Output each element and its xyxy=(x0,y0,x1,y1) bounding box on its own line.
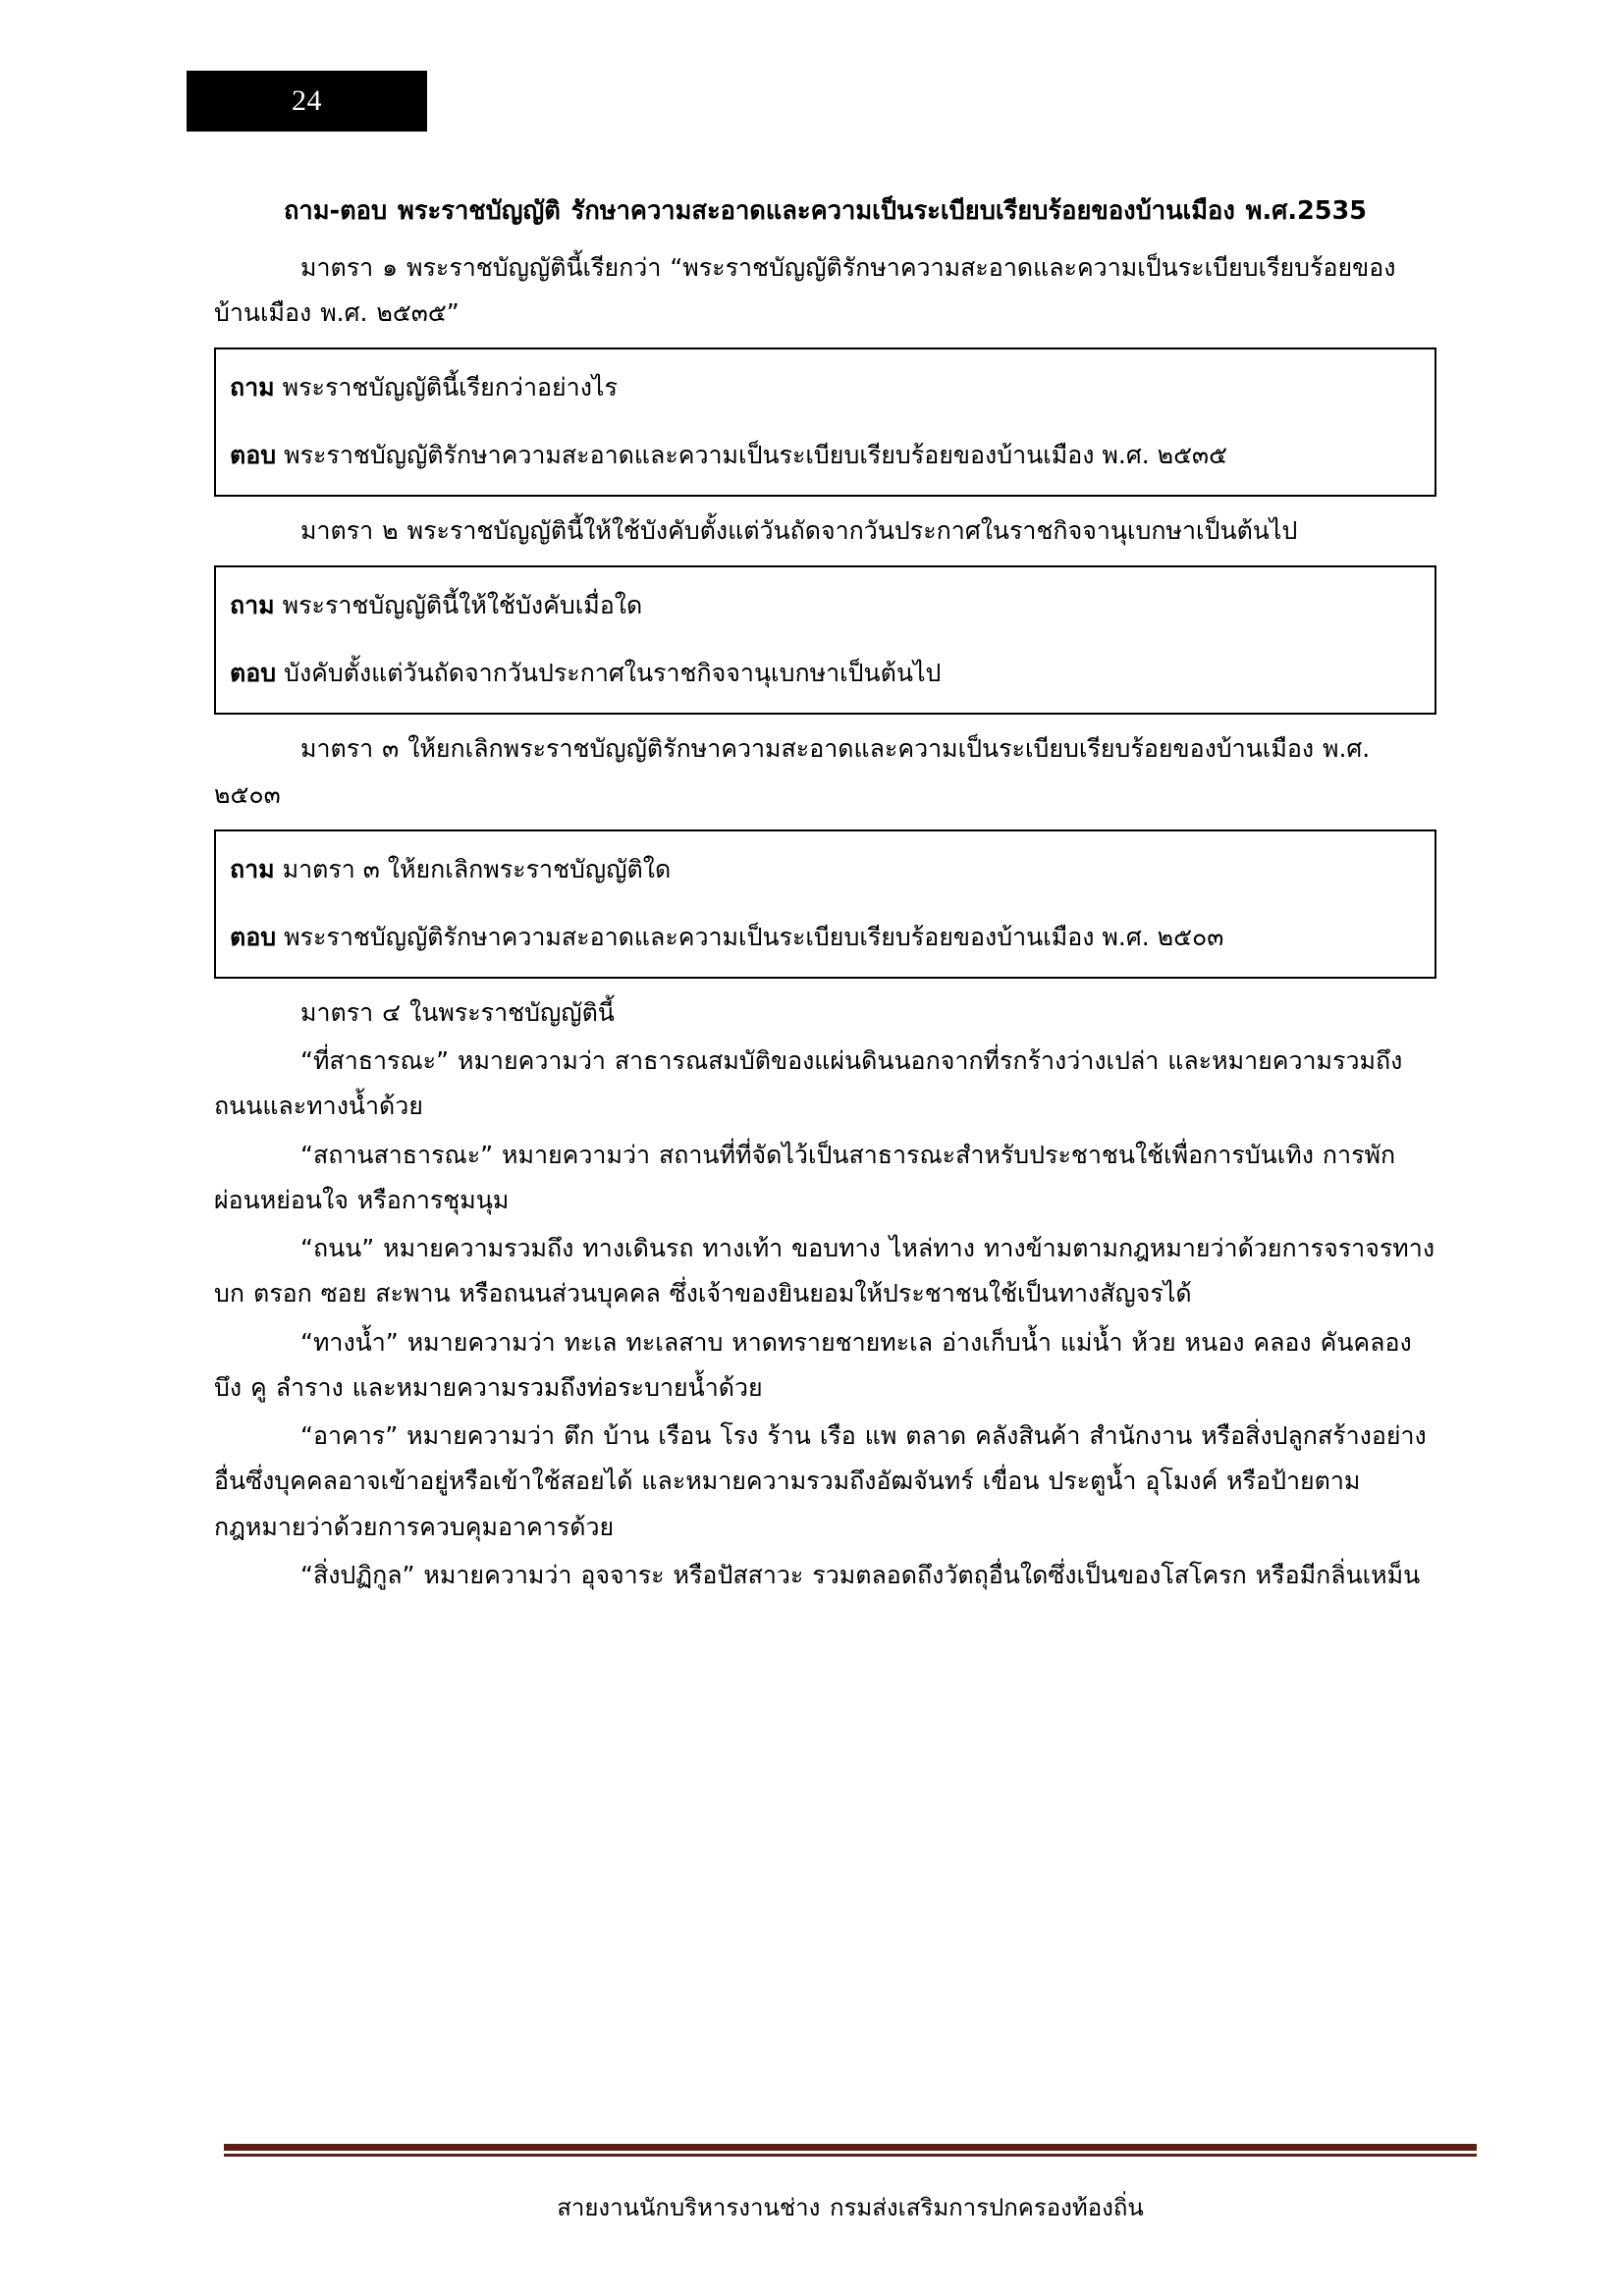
qa-question-3 xyxy=(230,847,1421,891)
qa-question-1 xyxy=(230,365,1421,409)
page-number-badge: 24 xyxy=(187,71,427,132)
page-title: ถาม-ตอบ พระราชบัญญัติ รักษาความสะอาดและความเป็นระเบียบเรียบร้อยของบ้านเมือง พ.ศ.2535 xyxy=(283,196,1368,226)
answer-text: พระราชบัญญัติรักษาความสะอาดและความเป็นระเบียบเรียบร้อยของบ้านเมือง พ.ศ. ๒๕๓๕ xyxy=(276,441,1227,470)
definition-sing-patikun: “สิ่งปฏิกูล” หมายความว่า อุจจาระ หรือปัสสาวะ รวมตลอดถึงวัตถุอื่นใดซึ่งเป็นของโสโครก หรือมีกลิ่นเหม็น xyxy=(300,1560,1421,1589)
qa-answer-1 xyxy=(230,433,1421,477)
question-text: พระราชบัญญัตินี้เรียกว่าอย่างไร xyxy=(274,373,618,402)
footer-text: สายงานนักบริหารงานช่าง กรมส่งเสริมการปกครองท้องถิ่น xyxy=(557,2194,1144,2221)
question-text: พระราชบัญญัตินี้ให้ใช้บังคับเมื่อใด xyxy=(274,591,643,620)
question-label: ถาม xyxy=(230,854,275,883)
section-1-paragraph: มาตรา ๑ พระราชบัญญัตินี้เรียกว่า “พระราชบัญญัติรักษาความสะอาดและความเป็นระเบียบเรียบร้อยของบ้านเมือง พ.ศ. ๒๕๓๕” xyxy=(214,252,1396,327)
definition-akhan: “อาคาร” หมายความว่า ตึก บ้าน เรือน โรง ร้าน เรือ แพ ตลาด คลังสินค้า สำนักงาน หรือสิ่งปลูกสร้างอย่างอื่นซึ่งบุคคลอาจเข้าอยู่หรือเข้าใช้สอยได้ และหมายความรวมถึงอัฒจันทร์ เขื่อน ประตูน้ำ อุโมงค์ หรือป้ายตามกฎหมายว่าด้วยการควบคุมอาคารด้วย xyxy=(214,1421,1427,1541)
section-4-paragraph: มาตรา ๔ ในพระราชบัญญัตินี้ xyxy=(300,997,615,1027)
section-3-paragraph: มาตรา ๓ ให้ยกเลิกพระราชบัญญัติรักษาความสะอาดและความเป็นระเบียบเรียบร้อยของบ้านเมือง พ.ศ. ๒๕๐๓ xyxy=(214,734,1371,809)
definition-thanon: “ถนน” หมายความรวมถึง ทางเดินรถ ทางเท้า ขอบทาง ไหล่ทาง ทางข้ามตามกฎหมายว่าด้วยการจราจรทางบก ตรอก ซอย สะพาน หรือถนนส่วนบุคคล ซึ่งเจ้าของยินยอมให้ประชาชนใช้เป็นทางสัญจรได้ xyxy=(214,1234,1435,1308)
definition-thang-nam: “ทางน้ำ” หมายความว่า ทะเล ทะเลสาบ หาดทรายชายทะเล อ่างเก็บน้ำ แม่น้ำ ห้วย หนอง คลอง คันคลอง บึง คู ลำราง และหมายความรวมถึงท่อระบายน้ำด้วย xyxy=(214,1327,1412,1402)
qa-box-1 xyxy=(214,347,1436,497)
footer-divider-thick xyxy=(224,2144,1477,2151)
section-2-paragraph: มาตรา ๒ พระราชบัญญัตินี้ให้ใช้บังคับตั้งแต่วันถัดจากวันประกาศในราชกิจจานุเบกษาเป็นต้นไป xyxy=(300,516,1298,546)
qa-box-2 xyxy=(214,565,1436,715)
qa-answer-3 xyxy=(230,915,1421,959)
answer-label: ตอบ xyxy=(230,441,277,470)
definition-thi-satharana: “ที่สาธารณะ” หมายความว่า สาธารณสมบัติของแผ่นดินนอกจากที่รกร้างว่างเปล่า และหมายความรวมถึงถนนและทางน้ำด้วย xyxy=(214,1046,1403,1121)
qa-answer-2 xyxy=(230,651,1421,695)
question-label: ถาม xyxy=(230,591,275,620)
definition-sathan-satharana: “สถานสาธารณะ” หมายความว่า สถานที่ที่จัดไว้เป็นสาธารณะสำหรับประชาชนใช้เพื่อการบันเทิง การพักผ่อนหย่อนใจ หรือการชุมนุม xyxy=(214,1140,1396,1214)
qa-question-2 xyxy=(230,583,1421,627)
answer-text: บังคับตั้งแต่วันถัดจากวันประกาศในราชกิจจานุเบกษาเป็นต้นไป xyxy=(276,659,942,688)
question-text: มาตรา ๓ ให้ยกเลิกพระราชบัญญัติใด xyxy=(274,854,672,883)
answer-text: พระราชบัญญัติรักษาความสะอาดและความเป็นระเบียบเรียบร้อยของบ้านเมือง พ.ศ. ๒๕๐๓ xyxy=(276,922,1224,951)
footer-divider-thin xyxy=(224,2154,1477,2157)
answer-label: ตอบ xyxy=(230,659,277,688)
qa-box-3 xyxy=(214,829,1436,979)
page-footer xyxy=(224,2144,1477,2225)
document-body xyxy=(214,192,1436,1601)
answer-label: ตอบ xyxy=(230,922,277,951)
question-label: ถาม xyxy=(230,373,275,402)
